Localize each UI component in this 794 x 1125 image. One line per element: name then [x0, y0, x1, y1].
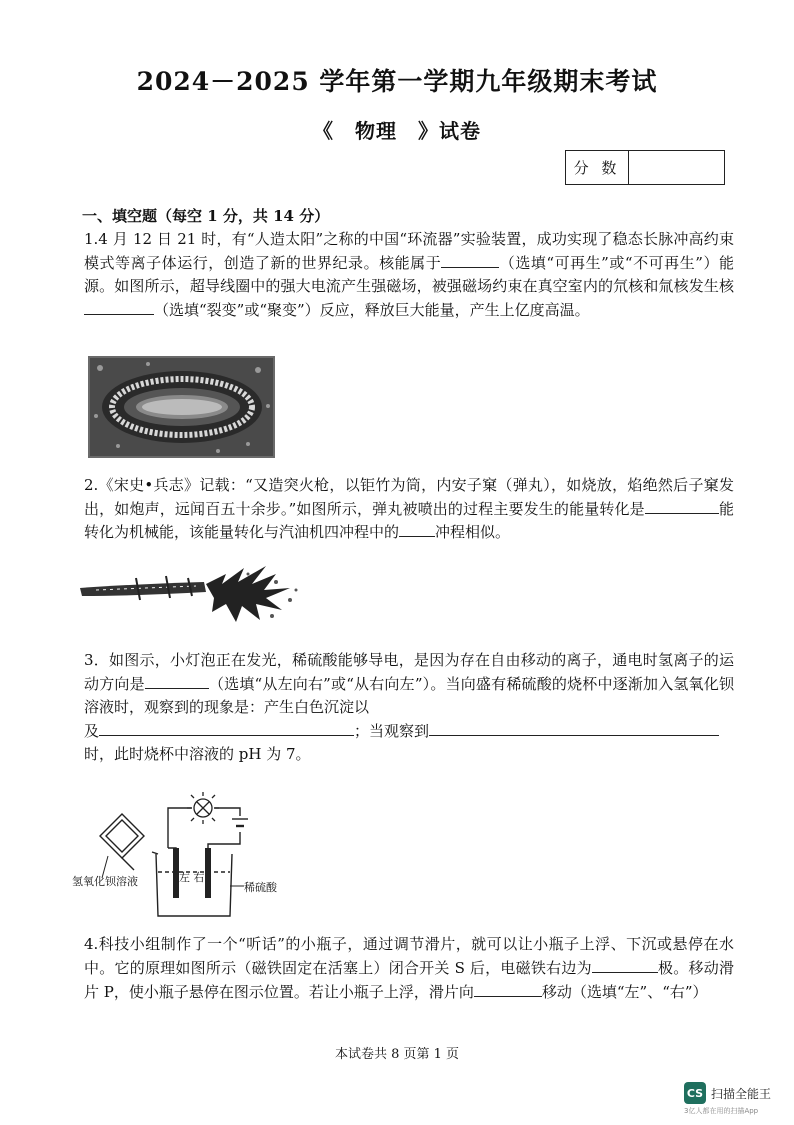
q4-text-2: 极。移动滑片 P，使小瓶子悬停在图示位置。若让小瓶子上浮，滑片向	[84, 959, 734, 1001]
q2-text-2: 能转化为机械能，该能量转化与汽油机四冲程中的	[84, 499, 734, 541]
q3-text-3: 及	[84, 721, 100, 740]
q3-blank-1[interactable]	[145, 673, 209, 689]
q3-blank-2[interactable]	[99, 720, 354, 736]
fig3-label-sulfuric-acid: 稀硫酸	[244, 881, 277, 894]
exam-subtitle: 《 物理 》试卷	[313, 119, 481, 143]
q1-blank-2[interactable]	[84, 299, 154, 315]
q3-text-4: ；当观察到	[354, 721, 430, 740]
fig3-label-barium-hydroxide: 氢氧化钡溶液	[72, 875, 138, 888]
question-1	[84, 228, 734, 322]
q2-text-3: 冲程相似。	[435, 523, 511, 541]
q1-blank-1[interactable]	[441, 252, 499, 268]
fig3-label-left-right: 左 右	[179, 871, 205, 884]
q1-text-2: （选填“可再生”或“不可再生”）能源。如图所示，超导线圈中的强大电流产生强磁场，被强磁场约束在真空室内的氘核和氚核发生核	[84, 253, 734, 295]
figure-fire-lance-image	[76, 560, 306, 628]
page-footer: 本试卷共 8 页第 1 页	[334, 1047, 460, 1062]
scanner-watermark	[684, 1082, 771, 1104]
score-label: 分 数	[566, 151, 629, 184]
question-3	[84, 649, 734, 767]
watermark-tagline: 3亿人都在用的扫描App	[684, 1107, 759, 1115]
score-value-field[interactable]	[629, 151, 724, 184]
camscanner-logo-icon: CS	[684, 1082, 706, 1104]
score-box	[565, 150, 725, 185]
q1-text-3: （选填“裂变”或“聚变”）反应，释放巨大能量，产生上亿度高温。	[154, 300, 590, 319]
watermark-name: 扫描全能王	[711, 1086, 772, 1101]
question-2	[84, 474, 734, 545]
question-4	[84, 932, 734, 1004]
q3-blank-3[interactable]	[429, 720, 719, 736]
q2-text-1: 2.《宋史•兵志》记载：“又造突火枪，以钜竹为筒，内安子窠（弹丸），如烧放，焰绝然后子窠发出，如炮声，远闻百五十余步。”如图所示，弹丸被喷出的过程主要发生的能量转化是	[84, 476, 734, 518]
q4-blank-2[interactable]	[474, 981, 542, 997]
q3-text-5: 时，此时烧杯中溶液的 pH 为 7。	[84, 745, 311, 763]
q3-text-1: 3．如图示，小灯泡正在发光，稀硫酸能够导电，是因为存在自由移动的离子，通电时氢离子的运动方向是	[84, 651, 734, 693]
q4-text-1: 4.科技小组制作了一个“听话”的小瓶子，通过调节滑片，就可以让小瓶子上浮、下沉或悬停在水中。它的原理如图所示（磁铁固定在活塞上）闭合开关 S 后，电磁铁右边为	[84, 935, 734, 977]
q3-text-2: （选填“从左向右”或“从右向左”）。当向盛有稀硫酸的烧杯中逐渐加入氢氧化钡溶液时，观察到的现象是：产生白色沉淀以	[84, 674, 734, 716]
q1-text-1: 1.4 月 12 日 21 时，有“人造太阳”之称的中国“环流器”实验装置，成功实现了稳态长脉冲高约束模式等离子体运行，创造了新的世界纪录。核能属于	[84, 230, 734, 272]
exam-title: 2024－2025 学年第一学期九年级期末考试	[136, 67, 658, 96]
q4-blank-1[interactable]	[592, 957, 658, 973]
q2-blank-1[interactable]	[645, 498, 719, 514]
figure-circuit-beaker	[72, 786, 292, 922]
section-heading-fill-in: 一、填空题（每空 1 分，共 14 分）	[82, 207, 330, 225]
figure-tokamak-image	[88, 356, 275, 462]
q2-blank-2[interactable]	[399, 521, 435, 537]
q4-text-3: 移动（选填“左”、“右”）	[541, 983, 708, 1001]
